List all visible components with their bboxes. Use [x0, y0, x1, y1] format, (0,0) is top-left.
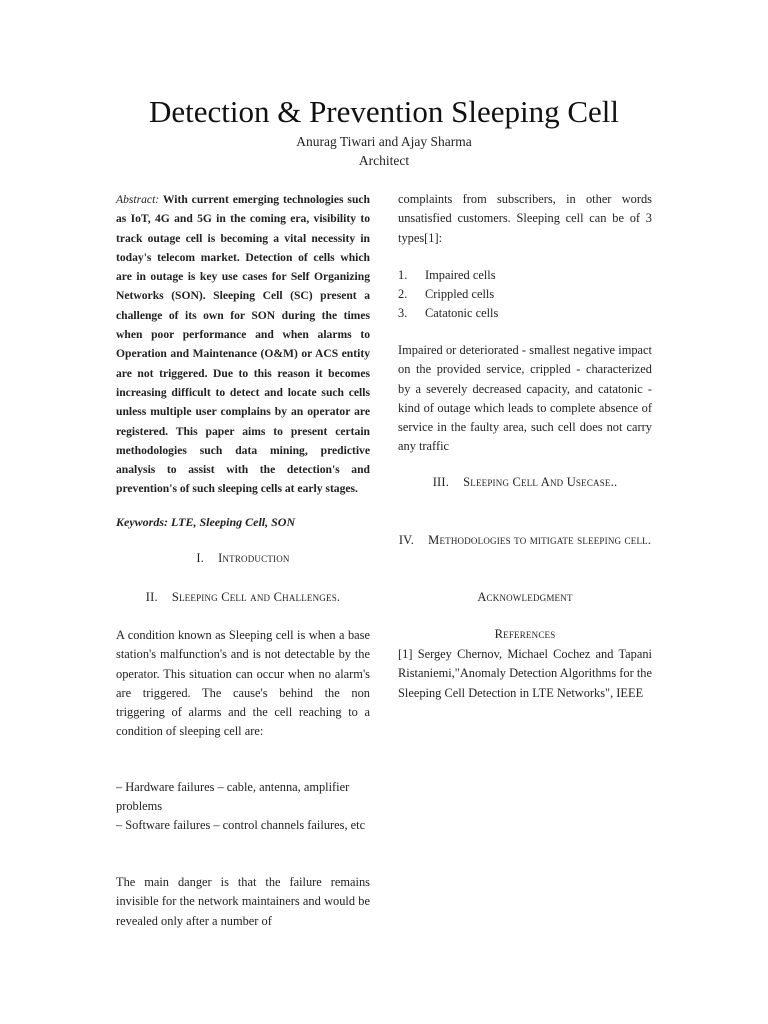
reference-entry: [1] Sergey Chernov, Michael Cochez and Tapani Ristaniemi,"Anomaly Detection Algorithms for the Sleeping Cell Detection in LTE Networks", IEEE — [398, 647, 652, 700]
body-paragraph: A condition known as Sleeping cell is when a base station's malfunction's and is not detectable by the operator. This situation can occur when no alarm's are triggered. The cause's behind the non triggering of alarms and the cell reaching to a condition of sleeping cell are: — [116, 628, 370, 739]
paper-title: Detection & Prevention Sleeping Cell — [148, 94, 620, 129]
list-text: Catatonic cells — [425, 306, 499, 320]
abstract-text: With current emerging technologies such as IoT, 4G and 5G in the coming era, visibility to track outage cell is becoming a vital necessity in today's telecom market. Detection of cells which are in outage is key use cases for Self Organizing Networks (SON). Sleeping Cell (SC) present a challenge of its own for SON during the times when poor performance and when alarms to Operation and Maintenance (O&M) or ACS entity are not triggered. Due to this reason it becomes increasing difficult to detect and locate such cells unless multiple user complains by an operator are registered. This paper aims to present certain methodologies such data mining, predictive analysis to assist with the detection's and prevention's of such sleeping cells at early stages. — [116, 193, 370, 496]
section-heading-introduction — [116, 549, 370, 568]
section-heading-challenges — [116, 588, 370, 607]
list-text: Crippled cells — [425, 287, 495, 301]
affiliation: Architect — [358, 153, 410, 168]
section-title: Introduction — [218, 551, 290, 565]
bullet-hardware: – Hardware failures – cable, antenna, amplifier problems — [116, 780, 350, 814]
section-number: I. — [196, 551, 205, 565]
body-paragraph: Impaired or deteriorated - smallest negative impact on the provided service, crippled - characterized by a severely decreased capacity, and catatonic - kind of outage which leads to complete absence of service in the faulty area, such cell does not carry any traffic — [398, 343, 652, 454]
keywords: Keywords: LTE, Sleeping Cell, SON — [116, 515, 296, 529]
references-heading: References — [494, 627, 556, 641]
list-number: 2. — [398, 287, 408, 301]
list-item — [398, 304, 498, 323]
acknowledgment-heading: Acknowledgment — [477, 590, 573, 604]
authors: Anurag Tiwari and Ajay Sharma — [296, 134, 472, 149]
body-paragraph: The main danger is that the failure remains invisible for the network maintainers and would be revealed only after a number of — [116, 875, 370, 928]
list-number: 1. — [398, 268, 408, 282]
section-title: Sleeping Cell And Usecase.. — [463, 475, 618, 489]
body-paragraph: complaints from subscribers, in other words unsatisfied customers. Sleeping cell can be of 3 types[1]: — [398, 192, 652, 245]
abstract — [116, 190, 370, 499]
abstract-lead: Abstract: — [116, 193, 160, 206]
list-number: 3. — [398, 306, 408, 320]
list-item — [398, 266, 496, 285]
section-number: III. — [432, 475, 450, 489]
section-heading-methodologies — [398, 531, 652, 550]
list-text: Impaired cells — [425, 268, 496, 282]
section-title: Methodologies to mitigate sleeping cell. — [428, 533, 652, 547]
bullet-software: – Software failures – control channels failures, etc — [116, 818, 366, 832]
section-number: IV. — [398, 533, 415, 547]
section-title: Sleeping Cell and Challenges. — [171, 590, 341, 604]
section-number: II. — [145, 590, 158, 604]
list-item — [398, 285, 494, 304]
section-heading-usecase — [398, 473, 652, 492]
